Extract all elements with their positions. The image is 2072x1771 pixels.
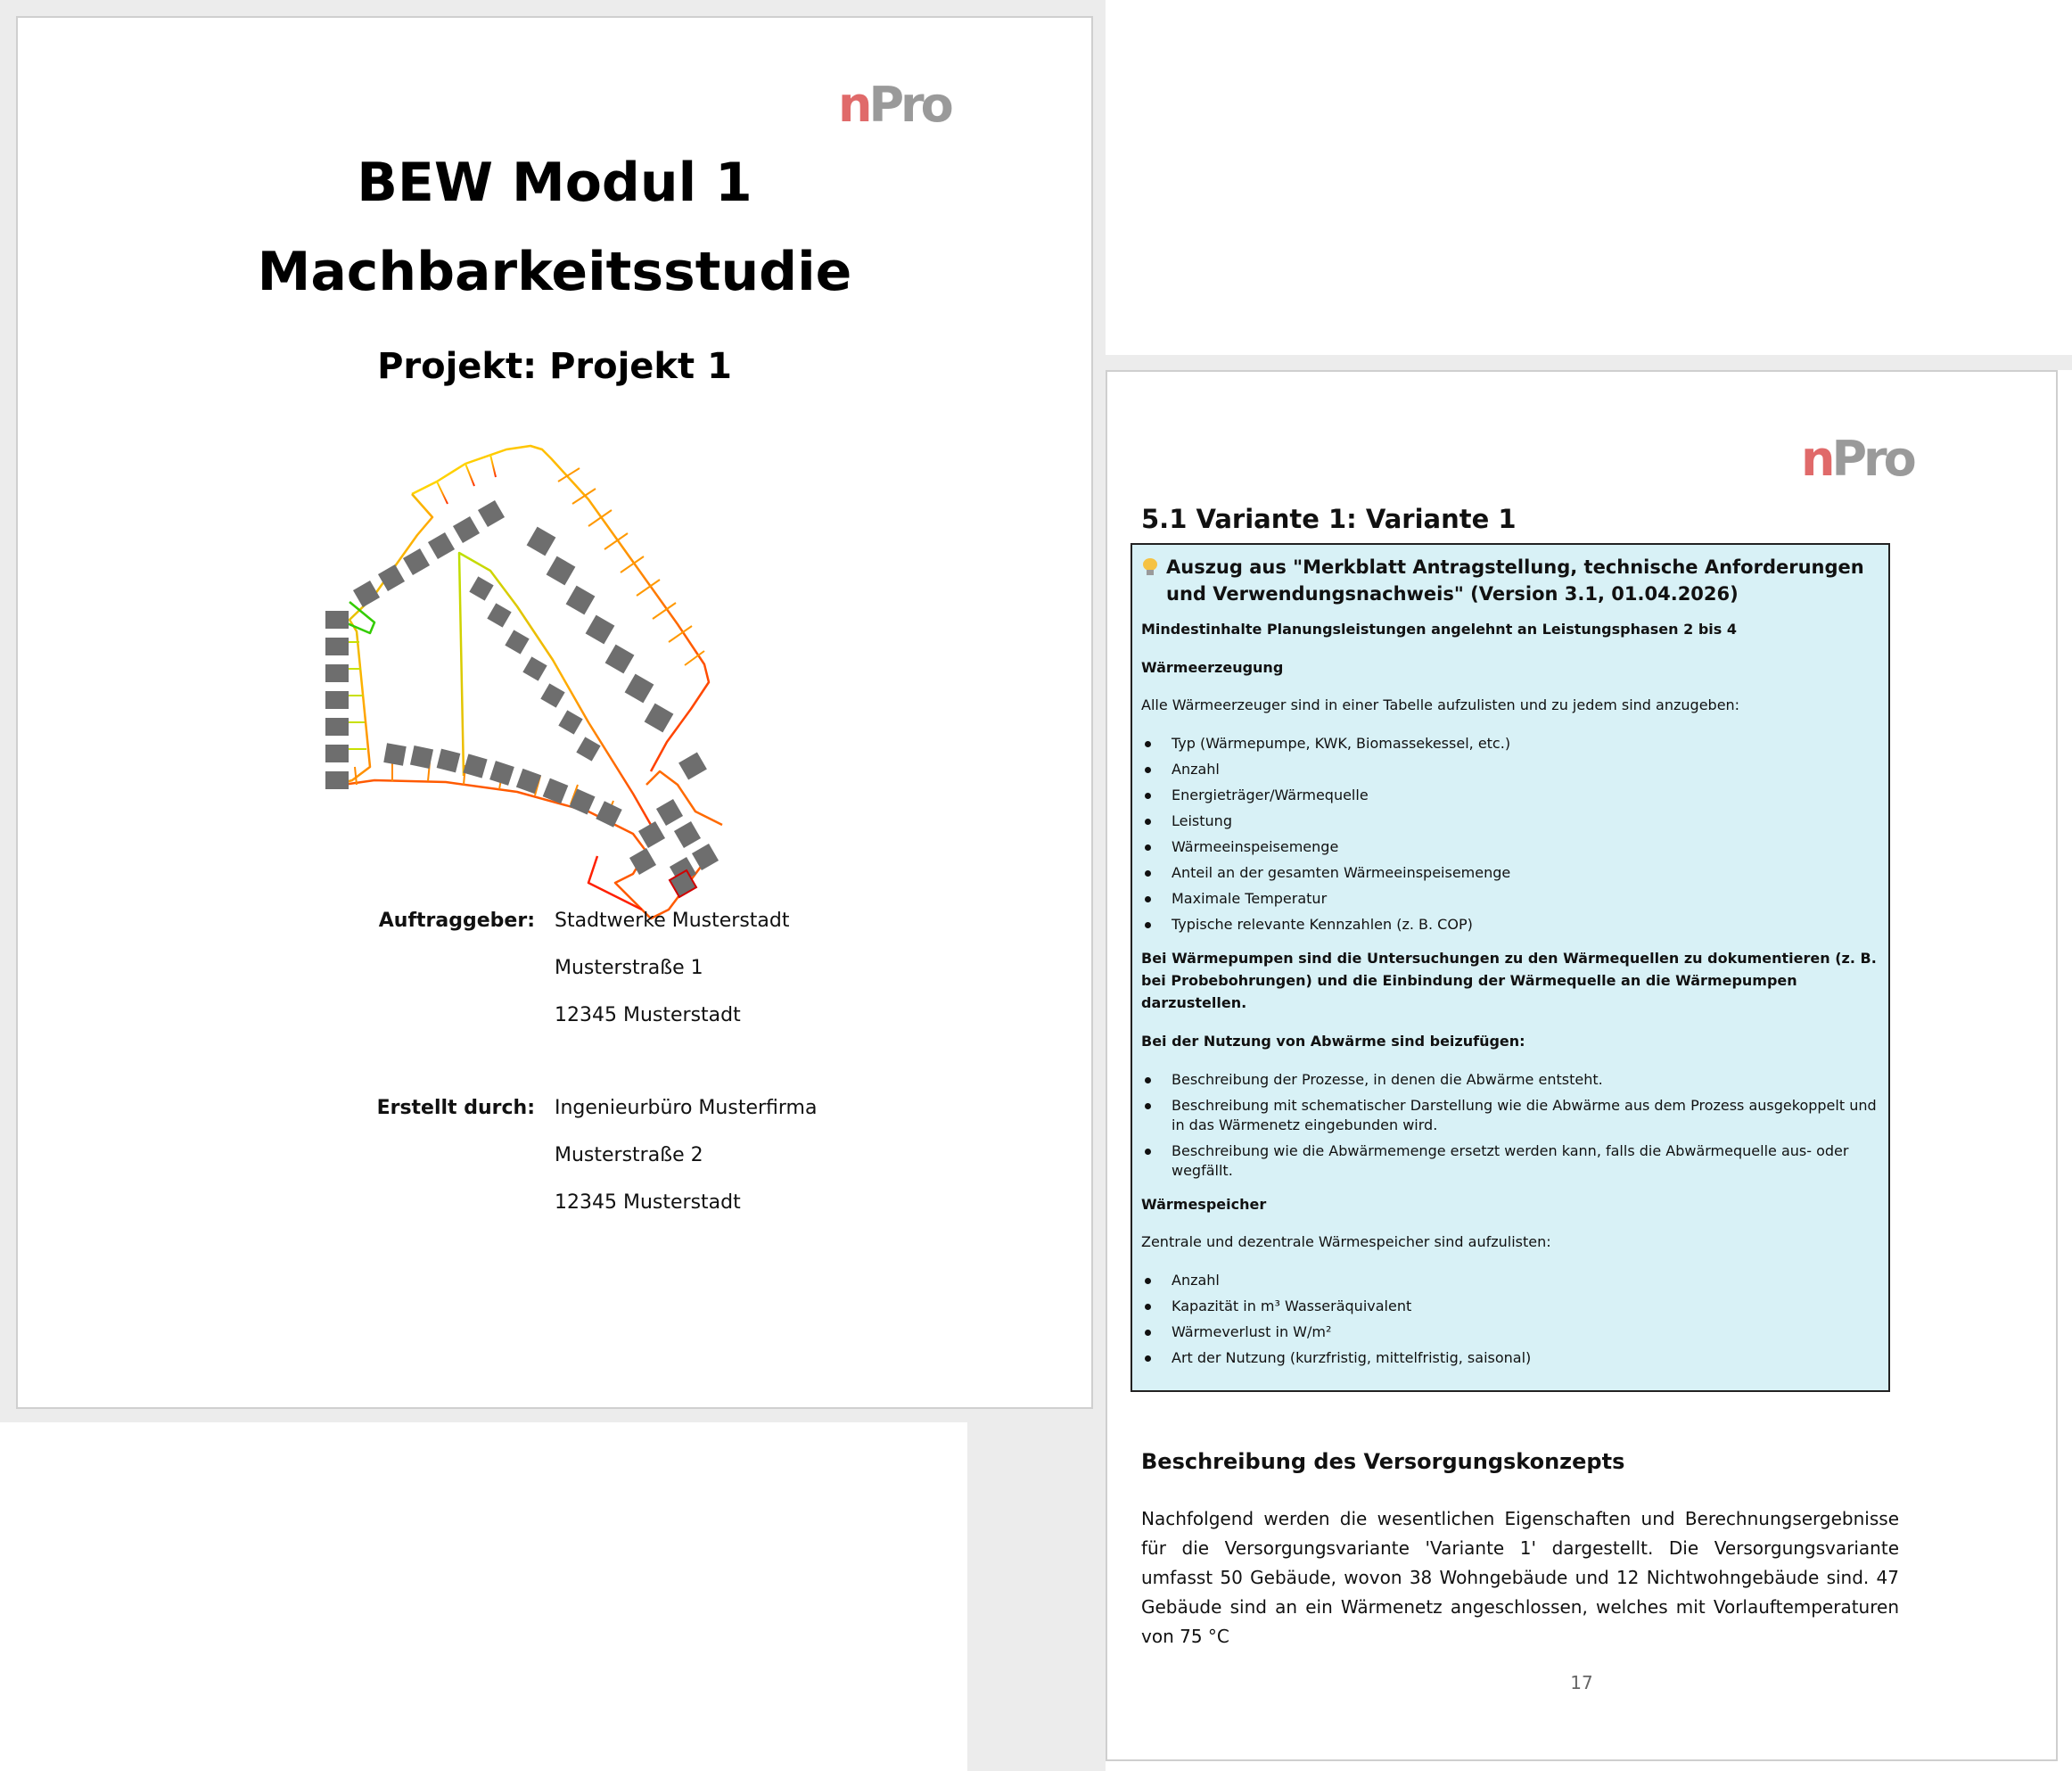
waste-heat-heading: Bei der Nutzung von Abwärme sind beizufügen: <box>1141 1033 1525 1050</box>
supply-concept-title: Beschreibung des Versorgungskonzepts <box>1141 1449 1625 1474</box>
author-street: Musterstraße 2 <box>555 1144 703 1166</box>
list-item: Beschreibung wie die Abwärmemenge ersetzt werden kann, falls die Abwärmequelle aus- oder wegfällt. <box>1141 1141 1879 1181</box>
lightbulb-icon <box>1143 558 1157 576</box>
list-item: Typische relevante Kennzahlen (z. B. COP) <box>1141 915 1879 935</box>
excerpt-intro: Mindestinhalte Planungsleistungen angelehnt an Leistungsphasen 2 bis 4 <box>1141 621 1737 638</box>
author-name: Ingenieurbüro Musterfirma <box>555 1097 818 1119</box>
generation-text: Alle Wärmeerzeuger sind in einer Tabelle aufzulisten und zu jedem sind anzugeben: <box>1141 696 1740 713</box>
list-item: Leistung <box>1141 811 1879 831</box>
list-item: Wärmeeinspeisemenge <box>1141 837 1879 857</box>
generation-list <box>1141 734 1879 935</box>
excerpt-title-text: Auszug aus "Merkblatt Antragstellung, technische Anforderungen und Verwendungsnachweis" (Version 3.1, 01.04.2026) <box>1166 556 1864 605</box>
heading-waermespeicher: Wärmespeicher <box>1141 1196 1267 1213</box>
list-item: Art der Nutzung (kurzfristig, mittelfristig, saisonal) <box>1141 1348 1879 1368</box>
list-item: Energieträger/Wärmequelle <box>1141 786 1879 805</box>
list-item: Beschreibung der Prozesse, in denen die Abwärme entsteht. <box>1141 1070 1879 1090</box>
cover-title-line1: BEW Modul 1 <box>357 152 752 214</box>
list-item: Anzahl <box>1141 1271 1879 1290</box>
list-item: Wärmeverlust in W/m² <box>1141 1322 1879 1342</box>
list-item: Beschreibung mit schematischer Darstellung wie die Abwärme aus dem Prozess ausgekoppelt und in das Wärmenetz eingebunden wird. <box>1141 1096 1879 1135</box>
viewer-background-right-strip <box>1106 355 2072 370</box>
section-heading: 5.1 Variante 1: Variante 1 <box>1141 504 1517 534</box>
supply-concept-paragraph: Nachfolgend werden die wesentlichen Eigenschaften und Berechnungsergebnisse für die Versorgungsvariante 'Variante 1' dargestellt. Die Versorgungsvariante umfasst 50 Gebäude, wovon 38 Wohngebäude und 12 Nichtwohngebäude sind. 47 Gebäude sind an ein Wärmenetz angeschlossen, welches mit Vorlauftemperaturen von 75 °C <box>1141 1508 1899 1647</box>
content-page <box>1106 370 2058 1761</box>
list-item: Maximale Temperatur <box>1141 889 1879 909</box>
client-name: Stadtwerke Musterstadt <box>555 910 790 932</box>
npro-logo: nPro <box>838 77 950 133</box>
author-city: 12345 Musterstadt <box>555 1191 741 1214</box>
client-label: Auftraggeber: <box>378 910 535 932</box>
client-street: Musterstraße 1 <box>555 957 703 979</box>
heading-waermeerzeugung: Wärmeerzeugung <box>1141 659 1284 676</box>
page-number: 17 <box>1570 1672 1593 1693</box>
list-item: Anteil an der gesamten Wärmeeinspeisemenge <box>1141 863 1879 883</box>
list-item: Kapazität in m³ Wasseräquivalent <box>1141 1297 1879 1316</box>
storage-text: Zentrale und dezentrale Wärmespeicher sind aufzulisten: <box>1141 1233 1551 1250</box>
npro-logo: nPro <box>1801 431 1913 487</box>
waste-heat-list <box>1141 1070 1879 1181</box>
list-item: Typ (Wärmepumpe, KWK, Biomassekessel, etc.) <box>1141 734 1879 754</box>
excerpt-box <box>1131 543 1890 1392</box>
cover-page <box>16 16 1093 1409</box>
viewer-background-bottom <box>967 1422 1106 1771</box>
cover-title-line2: Machbarkeitsstudie <box>257 241 852 303</box>
project-subtitle: Projekt: Projekt 1 <box>377 346 732 387</box>
list-item: Anzahl <box>1141 760 1879 779</box>
heatpump-note: Bei Wärmepumpen sind die Untersuchungen zu den Wärmequellen zu dokumentieren (z. B. bei Probebohrungen) und die Einbindung der Wärmequelle an die Wärmepumpen darzustellen. <box>1141 950 1877 1011</box>
excerpt-title <box>1141 554 1879 607</box>
storage-list <box>1141 1271 1879 1368</box>
author-label: Erstellt durch: <box>376 1097 535 1119</box>
client-city: 12345 Musterstadt <box>555 1004 741 1026</box>
